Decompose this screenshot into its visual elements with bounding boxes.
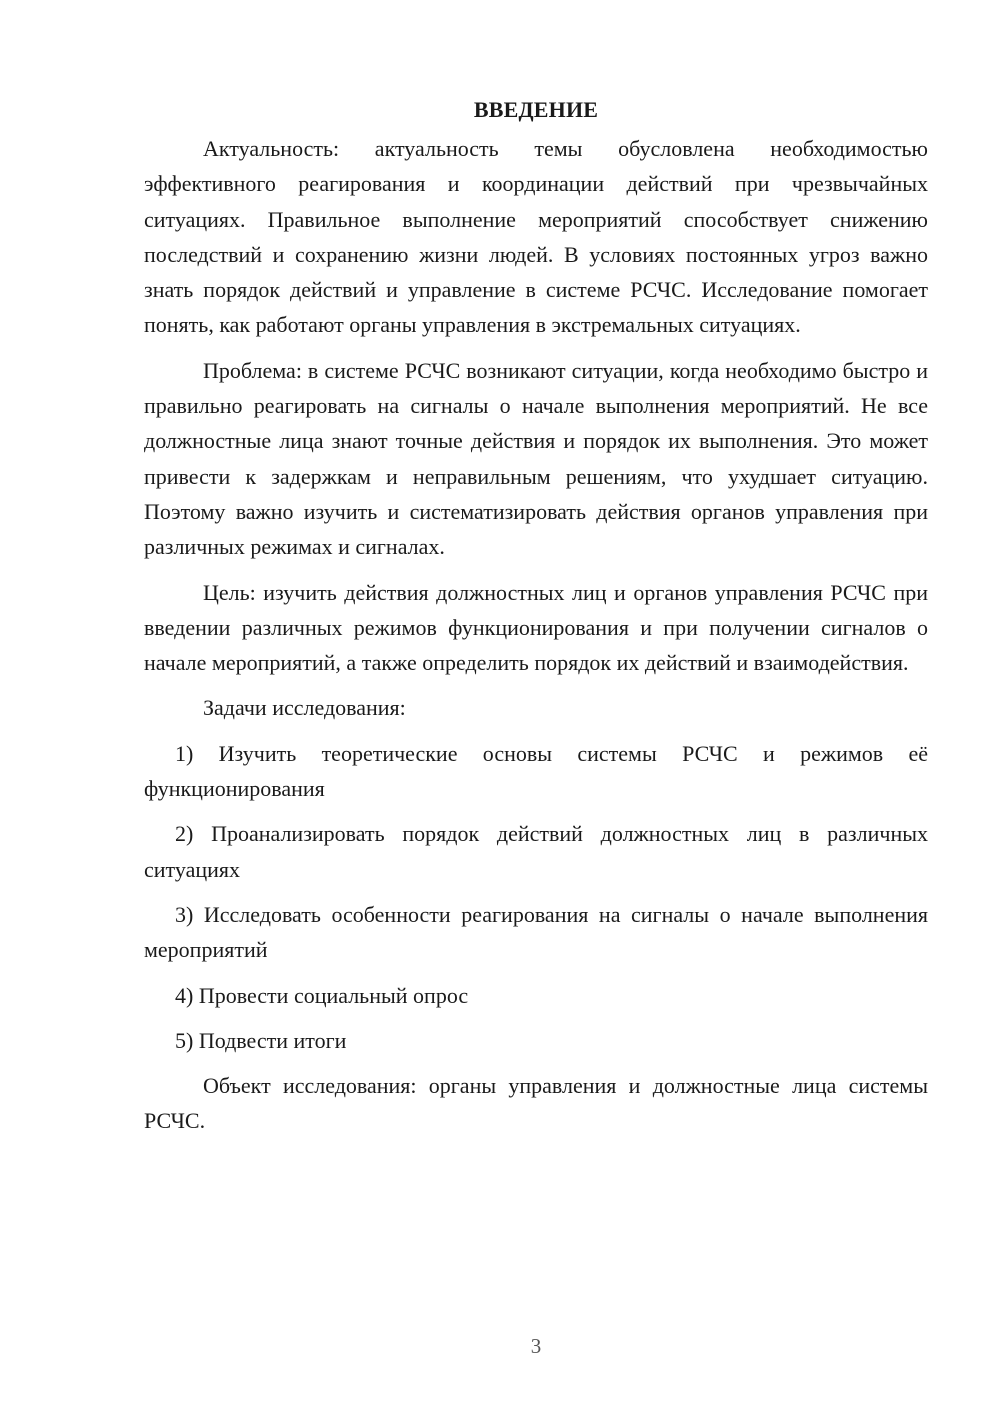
document-page <box>144 95 928 1149</box>
task-item: 5) Подвести итоги <box>175 1027 347 1053</box>
section-title: ВВЕДЕНИЕ <box>473 97 599 122</box>
tasks-heading: Задачи исследования: <box>203 695 406 721</box>
paragraph-problem: Проблема: в системе РСЧС возникают ситуации, когда необходимо быстро и правильно реагировать на сигналы о начале выполнения мероприятий. Не все должностные лица знают точные действия и порядок их выполнения. Это может привести к задержкам и неправильным решениям, что ухудшает ситуацию. Поэтому важно изучить и систематизировать действия органов управления при различных режимах и сигналах. <box>144 357 928 560</box>
paragraph-goal: Цель: изучить действия должностных лиц и органов управления РСЧС при введении различных режимов функционирования и при получении сигналов о начале мероприятий, а также определить порядок их действий и взаимодействия. <box>144 579 928 676</box>
task-item: 4) Провести социальный опрос <box>175 982 469 1008</box>
paragraph-relevance: Актуальность: актуальность темы обусловлена необходимостью эффективного реагирования и координации действий при чрезвычайных ситуациях. Правильное выполнение мероприятий способствует снижению последствий и сохранению жизни людей. В условиях постоянных угроз важно знать порядок действий и управление в системе РСЧС. Исследование помогает понять, как работают органы управления в экстремальных ситуациях. <box>144 136 928 338</box>
task-item: 3) Исследовать особенности реагирования на сигналы о начале выполнения мероприятий <box>144 901 928 963</box>
page-number: 3 <box>530 1334 542 1358</box>
task-item: 1) Изучить теоретические основы системы РСЧС и режимов её функционирования <box>144 740 928 802</box>
task-item: 2) Проанализировать порядок действий должностных лиц в различных ситуациях <box>144 821 928 882</box>
paragraph-object: Объект исследования: органы управления и должностные лица системы РСЧС. <box>144 1073 928 1134</box>
